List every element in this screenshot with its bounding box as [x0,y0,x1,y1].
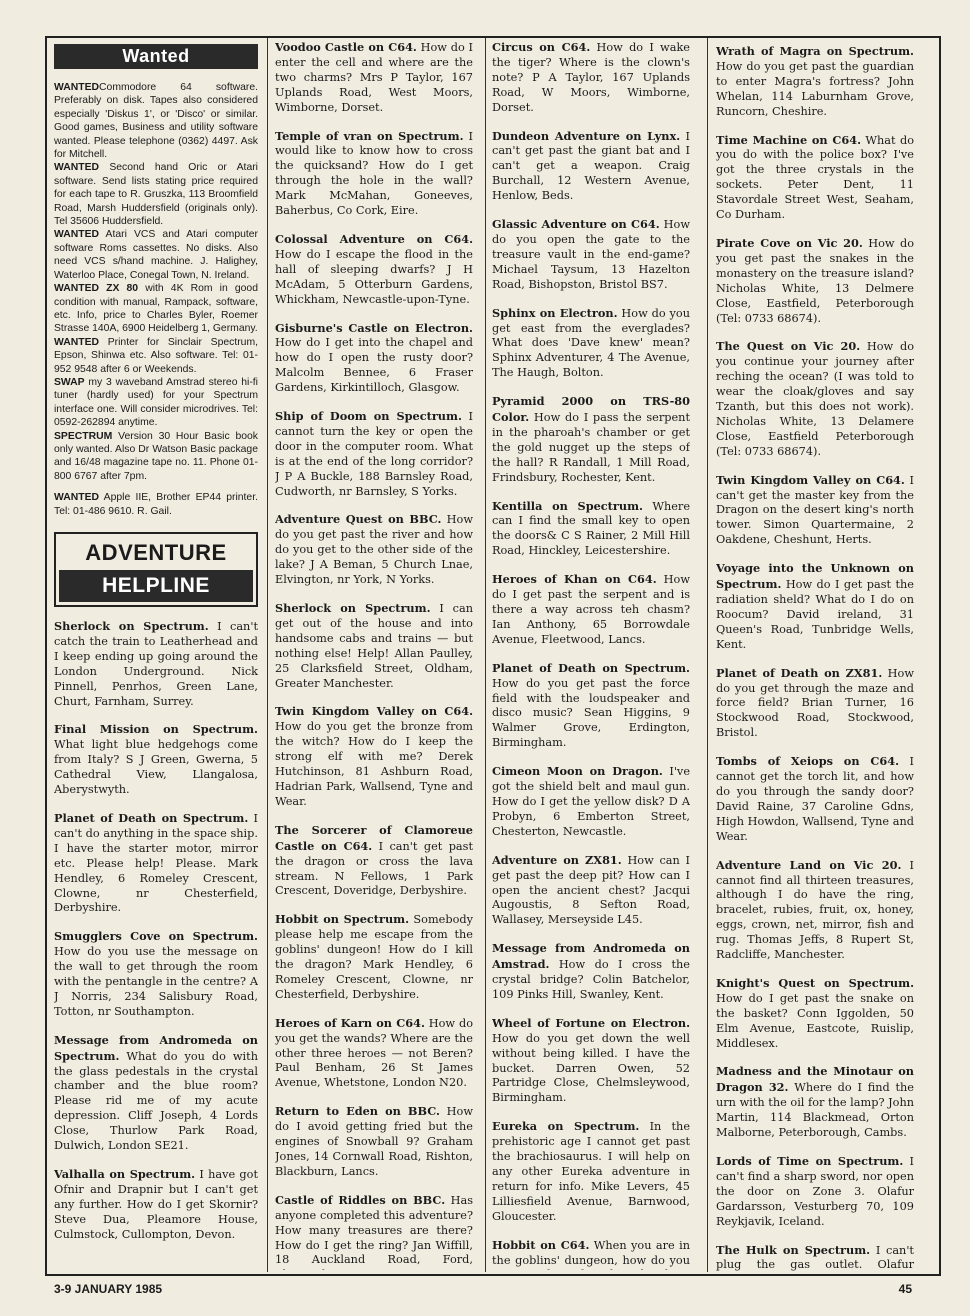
helpline-entry [54,929,258,1019]
entry-body: Somebody please help me escape from the goblins' dungeon! How do I kill the dragon? Mark Hendley, 6 Romeley Crescent, Clowne, nr Chesterfield, Derbyshire. [275,913,473,1001]
helpline-entry [492,764,690,840]
wanted-ad-lead: WANTED ZX 80 [54,283,139,295]
helpline-entry [54,1167,258,1243]
wanted-ad-lead: WANTED [54,336,100,348]
helpline-line1: ADVENTURE [85,540,227,565]
column-2 [275,40,473,1270]
helpline-entry [275,321,473,397]
entry-body: How do you get the wands? Where are the other three heroes — not Beren? Paul Benham, 26 St James Avenue, Whetstone, London N20. [275,1016,473,1090]
wanted-ad-text: Version 30 Hour Basic book only wanted. Also Dr Watson Basic package and 16/48 magazine tape no. 11. Phone 01-800 6767 after 7pm. [54,430,258,482]
helpline-entry [54,619,258,709]
entry-body: How do I escape the flood in the hall of sleeping dwarfs? J H McAdam, 5 Otterburn Gardens, Whickham, Newcastle-upon-Tyne. [275,247,473,306]
wanted-ad [54,336,258,376]
issue-date: 3-9 JANUARY 1985 [54,1282,163,1296]
helpline-line2: HELPLINE [59,570,253,602]
entry-body: How do I pass the serpent in the pharoah's chamber or get the gold nugget up the steps of the hall? R Randall, 1 Mill Road, Frindsbury, Rochester, Kent. [492,411,690,484]
wanted-ad [54,430,258,484]
entry-body: How can I get past the deep pit? How can I open the ancient chest? Jacqui Augoustis, 8 Sefton Road, Wallasey, Merseyside L45. [492,853,690,927]
entry-title: Pyramid 2000 on TRS-80 Color. [492,394,690,425]
helpline-entry [275,1016,473,1092]
wanted-ad-text: with 4K Rom in good condition with manual, Rampack, software, etc. Info, price to Charles Byler, Roemer Strasse 140A, 6900 Heidelberg 1, Germany. [54,283,258,335]
helpline-entry [492,1238,690,1270]
entry-title: Time Machine on C64. [716,132,862,147]
helpline-entry [716,44,914,120]
entry-title: Lords of Time on Spectrum. [716,1154,904,1168]
entry-body: I can't get past the dragon or cross the lava stream. N Fellows, 1 Park Crescent, Doveridge, Derbyshire. [275,839,473,898]
entry-title: Sphinx on Electron. [492,305,618,320]
helpline-entry [492,1016,690,1106]
wanted-ad [54,491,258,518]
wanted-ad [54,161,258,228]
entry-title: Heroes of Khan on C64. [492,572,657,587]
entry-title: Ship of Doom on Spectrum. [275,409,462,424]
helpline-entry [275,1104,473,1180]
helpline-entry [716,1154,914,1230]
helpline-entries [54,619,258,1243]
wanted-ad-text: Commodore 64 software. Preferably on disk. Tapes also considered especially 'Diskus 1', or 'Disco' or similar. Good games, Business and utility software wanted. Please telephone (0362) 4497. Ask for Mitchell. [54,82,258,161]
helpline-entry [275,232,473,308]
entry-body: How do I cross the crystal bridge? Colin Batchelor, 109 Pinks Hill, Swanley, Kent. [492,958,690,1001]
wanted-ad-text: Apple IIE, Brother EP44 printer. Tel: 01-486 9610. R. Gail. [54,492,258,517]
entry-title: Adventure on ZX81. [492,852,622,867]
entry-title: Castle of Riddles on BBC. [275,1192,446,1207]
entry-title: Smugglers Cove on Spectrum. [54,929,258,944]
helpline-entries [275,40,473,1270]
helpline-entry [54,811,258,916]
helpline-entry [54,1033,258,1154]
entry-body: How do you get past the guardian to enter Magra's fortress? John Whelan, 114 Laburnham Grove, Runcorn, Cheshire. [716,59,914,118]
wanted-ad-lead: WANTED [54,229,100,241]
entry-title: Twin Kingdom Valley on C64. [275,704,473,719]
wanted-ad-lead: WANTED [54,162,100,174]
helpline-entry [275,129,473,219]
entry-title: Heroes of Karn on C64. [275,1015,425,1030]
entry-title: Planet of Death on ZX81. [716,665,883,680]
entry-body: Where do I find the urn with the oil for the lamp? John Martin, 114 Blackmead, Orton Malborne, Peterborough, Cambs. [716,1081,914,1140]
wanted-heading: Wanted [54,44,258,69]
entry-body: How do you get through the maze and force field? Brian Turner, 16 Stockwood Road, Stockwood, Bristol. [716,666,914,740]
entry-title: Sherlock on Spectrum. [275,601,431,615]
helpline-entry [492,1119,690,1224]
entry-body: I can't get past the giant bat and I can't get a weapon. Craig Burchall, 12 Western Avenue, Henlow, Beds. [492,129,690,203]
entry-title: Madness and the Minotaur on Dragon 32. [716,1064,914,1095]
column-4 [716,44,914,1274]
entry-body: How do I avoid getting fried but the engines of Snowball 9? Graham Jones, 14 Cornwall Road, Rishton, Blackburn, Lancs. [275,1105,473,1178]
helpline-entry [275,823,473,900]
entry-body: What do you do with the glass pedestals in the crystal chamber and the blue room? Please rid me of my acute depression. Cliff Joseph, 4 Lords Close, Thurlow Park Road, Dulwich, London SE21. [54,1049,258,1153]
helpline-entry [492,306,690,382]
entry-body: How do you use the message on the wall to get through the room with the pentangle in the centre? A J Norris, 234 Salisbury Road, Totton, nr Southampton. [54,945,258,1018]
entry-body: I can't catch the train to Leatherhead and I keep ending up going around the London Underground. Nick Pinnell, Penrhos, Green Lane, Churt, Farnham, Surrey. [54,620,258,708]
page-number: 45 [898,1282,912,1296]
wanted-ad [54,282,258,336]
entry-body: How do I get past the serpent and is there a way across teh chasm? Ian Anthony, 65 Borrowdale Avenue, Fleetwood, Lancs. [492,573,690,646]
entry-body: Where can I find the small key to open the doors& C S Rainer, 2 Mill Hill Road, Hinckley, Leicestershire. [492,499,690,558]
helpline-entry [716,236,914,326]
entry-body: I can't do anything in the space ship. I have the starter motor, mirror etc. Please help! Please. Mark Hendley, 6 Romeley Crescent, Clowne, nr Chesterfield, Derbyshire. [54,811,258,915]
entry-body: What do you do with the police box? I've got the three crystals in the sockets. Peter Dent, 11 Stavordale Street West, Seaham, Co Durham. [716,133,914,222]
helpline-entry [492,572,690,648]
helpline-entry [492,129,690,205]
entry-title: Adventure Quest on BBC. [275,512,442,527]
wanted-ad [54,81,258,161]
entry-title: Planet of Death on Spectrum. [492,660,690,675]
entry-body: I've got the shield belt and maul gun. How do I get the yellow disk? D A Probyn, 6 Emberton Street, Chesterton, Newcastle. [492,765,690,838]
column-divider [267,38,268,1272]
wanted-ad-lead: SWAP [54,376,85,388]
entry-body: How do I get past the radiation sheld? What do I do on Roocum? David ireland, 31 Queen's Road, Tunbridge Wells, Kent. [716,578,914,651]
helpline-entry [716,561,914,652]
helpline-entry [492,217,690,293]
helpline-entry [716,1064,914,1141]
entry-body: How do I wake the tiger? Where is the clown's note? P A Taylor, 167 Uplands Road, W Moors, Wimborne, Dorset. [492,41,690,114]
entry-title: Sherlock on Spectrum. [54,619,209,633]
entry-title: Message from Andromeda on Spectrum. [54,1032,258,1063]
wanted-ad-text: Printer for Sinclair Spectrum, Epson, Shinwa etc. Also software. Tel: 01-952 9548 after 6 or Weekends. [54,336,258,375]
entry-body: I can't get the master key from the Dragon on the desert king's north tower. Simon Quartermaine, 2 Oakdene, Cheshunt, Herts. [716,473,914,547]
entry-title: Return to Eden on BBC. [275,1104,440,1119]
helpline-entry [492,40,690,116]
column-divider [485,38,486,1272]
entry-body: I can't plug the gas outlet. Olafur [716,1243,914,1272]
entry-title: Cimeon Moon on Dragon. [492,764,663,779]
entry-body: How do you get the bronze from the witch? How do I keep the strong elf with me? Derek Hutchinson, 81 Ashburn Road, Hadrian Park, Wallsend, Tyne and Wear. [275,720,473,808]
entry-title: Knight's Quest on Spectrum. [716,975,914,990]
helpline-entry [54,722,258,798]
entry-body: I can get out of the house and into handsome cabs and trains — but nothing else! Help! Allan Paulley, 25 Clarksfield Street, Oldham, Greater Manchester. [275,602,473,690]
entry-title: Temple of vran on Spectrum. [275,128,464,143]
helpline-entry [275,409,473,499]
wanted-ad-lead: SPECTRUM [54,430,113,442]
wanted-ad [54,376,258,430]
entry-body: How do you get past the force field with the loudspeaker and disco music? Sean Higgins, 9 Walmer Grove, Erdington, Birmingham. [492,676,690,750]
helpline-entries [716,44,914,1274]
entry-title: Hobbit on Spectrum. [275,912,410,927]
entry-body: I cannot turn the key or open the door in the computer room. What is at the end of the long corridor? J P A Buckle, 188 Barnsley Road, Cudworth, nr Barnsley, S Yorks. [275,410,473,498]
helpline-entry [716,858,914,963]
helpline-entry [716,133,914,223]
entry-body: How do you continue your journey after reching the ocean? (I was told to wear the cloak/gloves and say Tzanth, but this does not work). Nicholas White, 13 Delamere Close, Eastfield Peterborough (Tel: 0733 68674). [716,340,914,458]
helpline-entry [275,601,473,691]
wanted-ad-text: my 3 waveband Amstrad stereo hi-fi tuner (hardly used) for your Spectrum interface one. Will consider microdrives. Tel: 0592-262894 anytime. [54,376,258,429]
helpline-entry [275,912,473,1002]
wanted-list [54,81,258,518]
entry-body: I have got Ofnir and Drapnir but I can't get any further. How do I get Skornir? Steve Dua, Pleamore House, Culmstock, Cullompton, Devon. [54,1168,258,1241]
column-3 [492,40,690,1270]
entry-body: When you are in the goblins' dungeon, how do you [492,1238,690,1267]
entry-title: Final Mission on Spectrum. [54,722,258,737]
entry-body: I would like to know how to cross the quicksand? How do I get through the hole in the wall? Mark McMahan, Goneeves, Baherbus, Co Cork, Eire. [275,129,473,218]
helpline-entry [716,1243,914,1274]
entry-body: How do I enter the cell and where are the two charms? Mrs P Taylor, 167 Uplands Road, West Moors, Wimborne, Dorset. [275,41,473,114]
helpline-entry [492,661,690,751]
entry-body: How do you get down the well without being killed. I have the bucket. Darren Owen, 52 Partridge Close, Chelmsleywood, Birmingham. [492,1031,690,1105]
entry-title: Glassic Adventure on C64. [492,217,660,232]
entry-body: How do you get east from the everglades? What does 'Dave knew' mean? Sphinx Adventurer, 4 The Avenue, The Haugh, Bolton. [492,306,690,380]
column-divider [707,38,708,1272]
wanted-ad-lead: WANTED [54,492,100,504]
helpline-entry [492,394,690,485]
entry-title: Gisburne's Castle on Electron. [275,320,473,335]
entry-title: Colossal Adventure on C64. [275,231,473,246]
helpline-entry [716,976,914,1052]
helpline-entry [275,512,473,588]
entry-title: Kentilla on Spectrum. [492,498,643,513]
entry-title: Voyage into the Unknown on Spectrum. [716,561,914,592]
entry-body: How do you open the gate to the treasure vault in the end-game? Michael Taysum, 13 Hazelton Road, Bishopston, Bristol BS7. [492,218,690,291]
entry-title: Valhalla on Spectrum. [54,1167,196,1181]
entry-title: The Sorcerer of Clamoreue Castle on C64. [275,822,473,853]
adventure-helpline-logo [54,532,258,607]
entry-title: Message from Andromeda on Amstrad. [492,941,690,972]
helpline-entry [492,941,690,1003]
entry-body: How do I get past the snake on the basket? Conn Iggolden, 50 Elm Avenue, Eastcote, Ruislip, Middlesex. [716,991,914,1050]
entry-title: Wrath of Magra on Spectrum. [716,44,914,58]
entry-title: Planet of Death on Spectrum. [54,810,249,825]
entry-body: How do you get past the river and how do you get to the other side of the lake? J A Beman, 5 Church Lnae, Elvington, nr York, N Yorks. [275,513,473,587]
entry-body: Has anyone completed this adventure? How many treasures are there? How do I get the ring? Jan Wiffill, 18 Auckland Road, Ford, [275,1193,473,1267]
entry-title: Circus on C64. [492,40,591,54]
helpline-entry [275,704,473,809]
wanted-ad [54,228,258,282]
helpline-entry [716,666,914,742]
column-1 [54,44,258,1274]
helpline-entry [275,40,473,116]
entry-title: Tombs of Xeiops on C64. [716,754,900,769]
helpline-entry [716,339,914,459]
entry-title: Hobbit on C64. [492,1237,590,1252]
helpline-entry [716,754,914,844]
entry-title: Pirate Cove on Vic 20. [716,235,863,250]
helpline-entry [275,1193,473,1270]
entry-title: Eureka on Spectrum. [492,1119,640,1134]
entry-body: How do you get past the snakes in the monastery on the treasure island? Nicholas White, 13 Delmere Close, Eastfield, Peterborough (Tel: 0733 68674). [716,236,914,325]
entry-title: Wheel of Fortune on Electron. [492,1015,690,1030]
entry-title: Dundeon Adventure on Lynx. [492,128,681,143]
entry-body: I can't find a sharp sword, nor open the door on Zone 3. Olafur Gardarsson, Vesturberg 70, 109 Reykjavik, Iceland. [716,1155,914,1228]
wanted-ad-text: Atari VCS and Atari computer software Roms cassettes. No disks. Also need VCS s/hand machine. J. Halighey, Waterloo Place, Conegal Town, N. Ireland. [54,229,258,281]
helpline-entries [492,40,690,1270]
wanted-ad-lead: WANTED [54,82,100,93]
wanted-ad-text: Second hand Oric or Atari software. Send lists stating price required for each tape to R. Gruszka, 113 Broomfield Road, Marsh Huddersfield (originals only). Tel 35606 Huddersfield. [54,162,258,228]
entry-body: I cannot find all thirteen treasures, although I do have the ring, bracelet, rubies, fruit, ox, honey, eggs, crown, net, mirror, fish and rug. Thomas Jeffs, 8 Rupert St, Radcliffe, Manchester. [716,858,914,962]
entry-body: What light blue hedgehogs come from Italy? S J Green, Gwerna, 5 Cathedral View, Llangalosa, Aberystwyth. [54,738,258,797]
entry-body: How do I get into the chapel and how do I open the rusty door? Malcolm Bennee, 6 Fraser Gardens, Kirkintilloch, Glasgow. [275,336,473,395]
helpline-entry [716,473,914,549]
entry-title: The Quest on Vic 20. [716,339,861,354]
entry-title: Adventure Land on Vic 20. [716,857,902,872]
entry-title: Voodoo Castle on C64. [275,40,417,54]
entry-title: Twin Kingdom Valley on C64. [716,472,905,487]
entry-title: The Hulk on Spectrum. [716,1242,871,1257]
helpline-entry [492,499,690,560]
entry-body: In the prehistoric age I cannot get past the brachiosaurus. I will help on any other Eureka adventure in return for info. Mike Levers, 45 Lilliesfield Avenue, Barnwood, Gloucester. [492,1120,690,1223]
entry-body: I cannot get the torch lit, and how do you through the sandy door? David Raine, 37 Caroline Gdns, High Howdon, Wallsend, Tyne and Wear. [716,755,914,843]
helpline-entry [492,853,690,929]
